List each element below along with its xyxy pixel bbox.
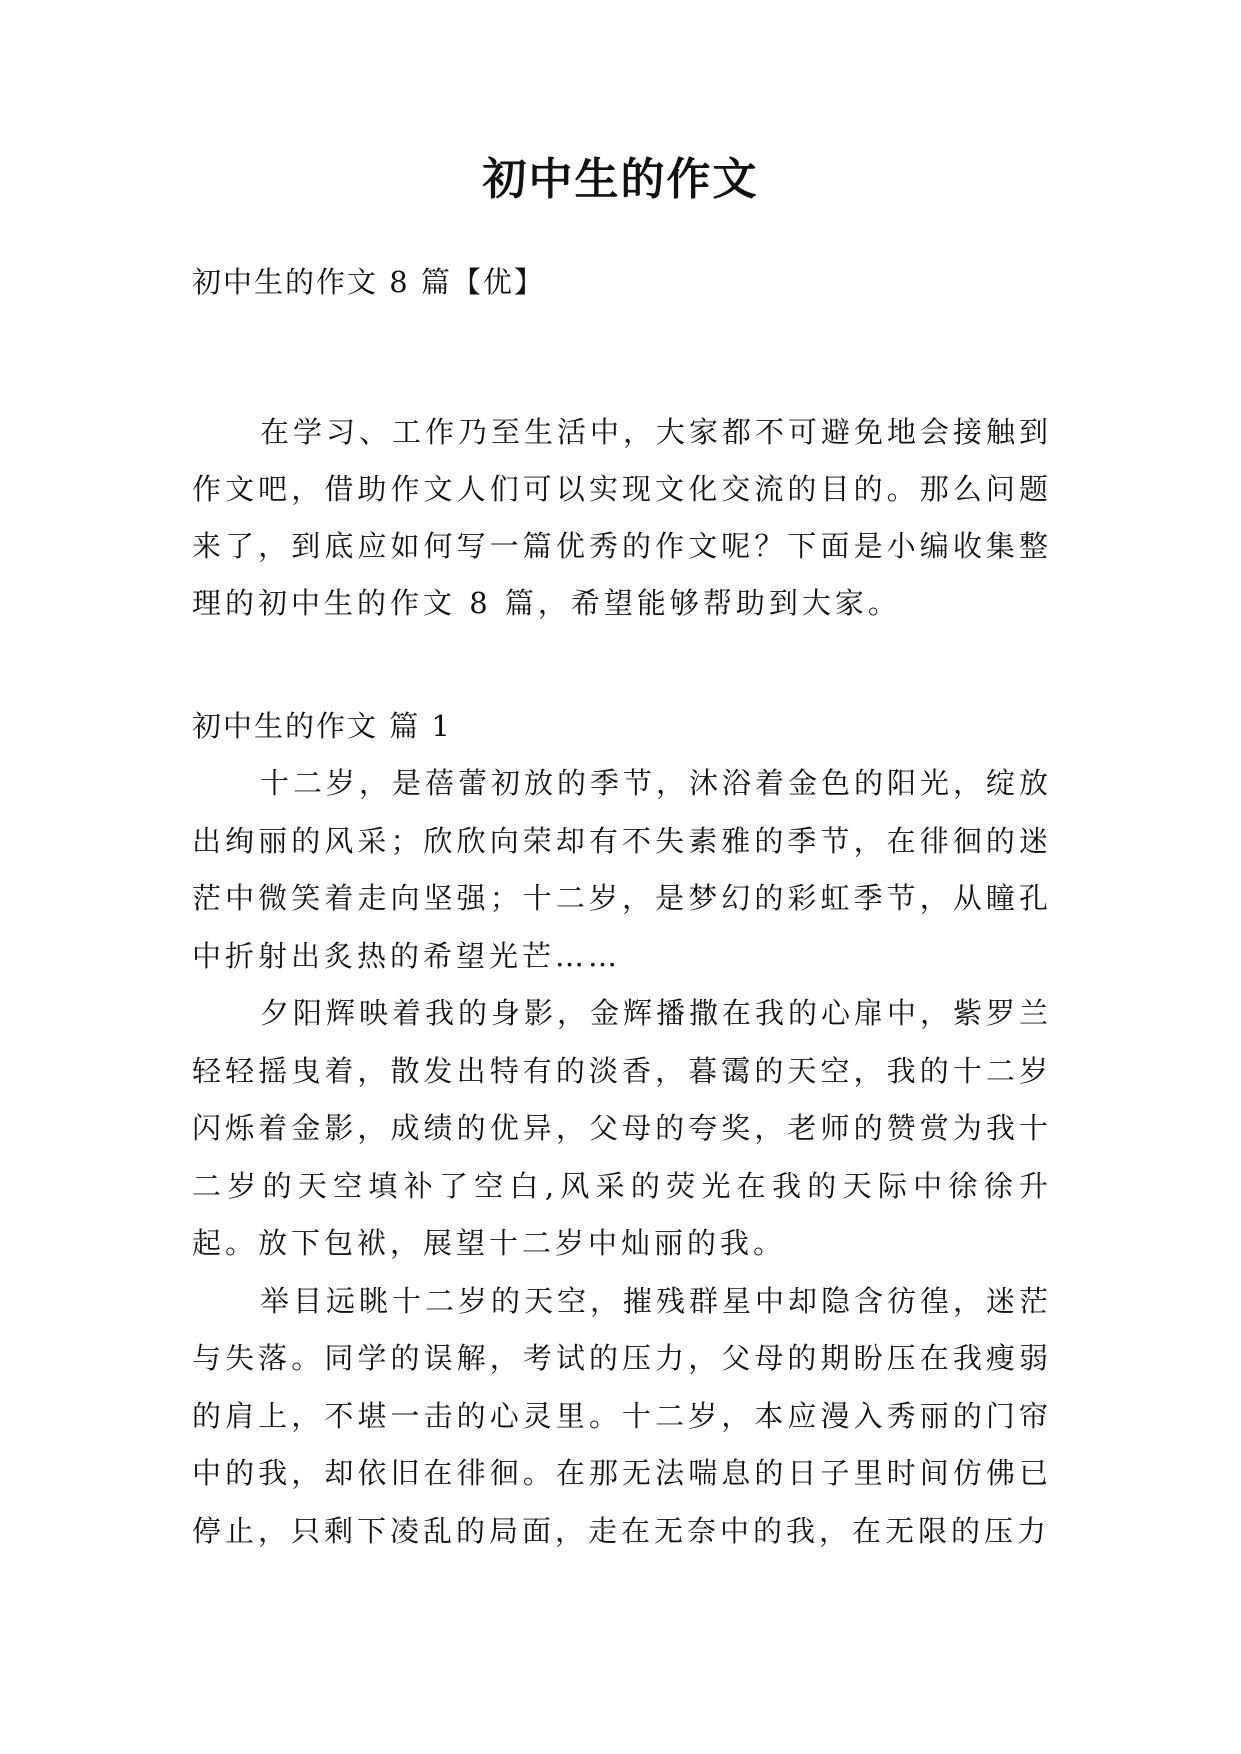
body-paragraph: 夕阳辉映着我的身影，金辉播撒在我的心扉中，紫罗兰轻轻摇曳着，散发出特有的淡香，暮霭的天空，我的十二岁闪烁着金影，成绩的优异，父母的夸奖，老师的赞赏为我十二岁的天空填补了空白,风采的荧光在我的天际中徐徐升起。放下包袱，展望十二岁中灿丽的我。 xyxy=(192,996,1053,1260)
section-heading: 初中生的作文 篇 1 xyxy=(192,709,452,743)
body-paragraph: 举目远眺十二岁的天空，摧残群星中却隐含彷徨，迷茫与失落。同学的误解，考试的压力，父母的期盼压在我瘦弱的肩上，不堪一击的心灵里。十二岁，本应漫入秀丽的门帘中的我，却依旧在徘徊。在那无法喘息的日子里时间仿佛已停止，只剩下凌乱的局面，走在无奈中的我，在无限的压力 xyxy=(192,1283,1053,1548)
document-subtitle: 初中生的作文 8 篇【优】 xyxy=(192,265,545,299)
body-paragraph: 十二岁，是蓓蕾初放的季节，沐浴着金色的阳光，绽放出绚丽的风采；欣欣向荣却有不失素雅的季节，在徘徊的迷茫中微笑着走向坚强；十二岁，是梦幻的彩虹季节，从瞳孔中折射出炙热的希望光芒…… xyxy=(192,766,1053,973)
document-title: 初中生的作文 xyxy=(482,154,759,205)
intro-paragraph: 在学习、工作乃至生活中，大家都不可避免地会接触到作文吧，借助作文人们可以实现文化交流的目的。那么问题来了，到底应如何写一篇优秀的作文呢？下面是小编收集整理的初中生的作文 8 篇，希望能够帮助到大家。 xyxy=(192,415,1053,620)
section-body xyxy=(192,755,1052,1560)
